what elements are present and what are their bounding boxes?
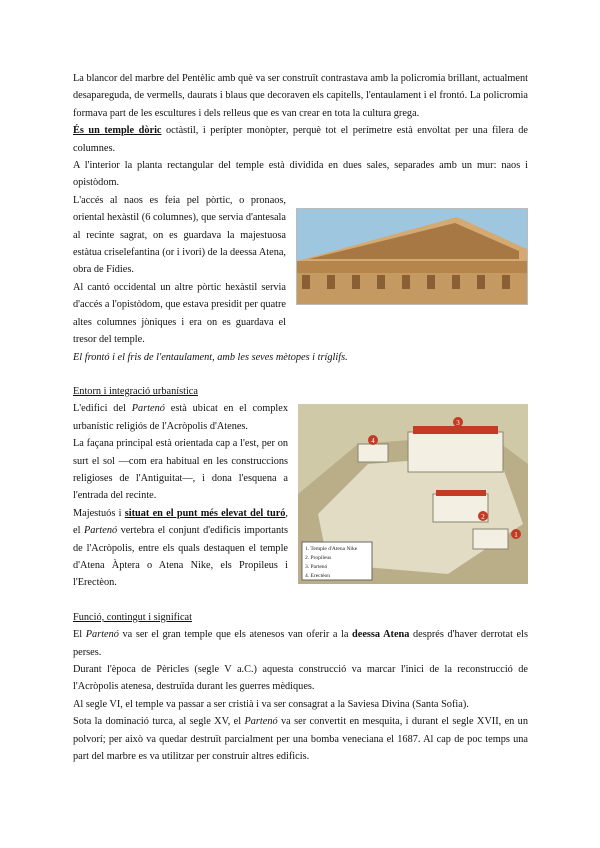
paragraph-doric: És un temple dòric octàstil, i perípter monòpter, perquè tot el perímetre està envoltat per una filera de columnes. [73, 125, 528, 154]
section-naos-with-image [73, 192, 528, 349]
photo-caption: El frontó i el fris de l'entaulament, amb les seves mètopes i tríglifs. [73, 351, 348, 363]
paragraph-interior: A l'interior la planta rectangular del temple està dividida en dues sales, separades amb un mur: naos i opistòdom. [73, 160, 528, 189]
paragraph-naos: L'accés al naos es feia pel pòrtic, o pronaos, oriental hexàstil (6 columnes), que servia d'antesala al recinte sagrat, on es guardava la majestuosa estàtua criselefantina (or i ivori) de la deessa Atena, obra de Fídies. [73, 194, 286, 276]
paragraph-turkish: Sota la dominació turca, al segle XV, el Partenó va ser convertit en mesquita, i durant el segle XVII, en un polvorí; per això va quedar destruït parcialment per una bomba veneciana el 1687. Al cap de poc temps una part del marbre es va utilitzar per construir altres edificis. [73, 716, 528, 763]
marker-3: 3 [456, 419, 460, 428]
paragraph-orientation: La façana principal està orientada cap a l'est, per on surt el sol —com era habitual en les construccions religioses de l'Antiguitat—, i dona l'esquena a l'entrada del recinte. [73, 438, 288, 502]
marker-2: 2 [481, 513, 485, 522]
pediment-photo [296, 208, 528, 305]
section-surroundings-with-image [73, 400, 528, 591]
legend-item-1: 1. Temple d'Atena Nike [305, 546, 358, 553]
legend-item-2: 2. Propileus [305, 555, 332, 562]
section-heading-surroundings: Entorn i integració urbanística [73, 385, 198, 397]
paragraph-polychromy: La blancor del marbre del Pentèlic amb què va ser construït contrastava amb la policromia brillant, actualment desapareguda, de vermells, daurats i blaus que decoraven els capitells, l'entaulament i el frontó. La policromia formava part de les escultures i dels relleus que es van crear en tota la cultura grega. [73, 73, 528, 119]
paragraph-pericles: Durant l'època de Pèricles (segle V a.C.) aquesta construcció va marcar l'inici de la reconstrucció de l'Acròpolis atenesa, destruïda durant les guerres mèdiques. [73, 664, 528, 693]
marker-4: 1 [514, 531, 518, 540]
document-body [73, 70, 528, 765]
acropolis-illustration [298, 404, 528, 584]
legend-item-4: 4. Erectèon [305, 573, 331, 580]
paragraph-opisthodomos: Al cantó occidental un altre pòrtic hexàstil servia d'accés a l'opistòdom, que estava presidit per quatre altes columnes jòniques i era on es guardava el tresor del temple. [73, 281, 287, 346]
paragraph-offering: El Partenó va ser el gran temple que els atenesos van oferir a la deessa Atena després d'haver derrotat els perses. [73, 629, 528, 658]
paragraph-christian: Al segle VI, el temple va passar a ser cristià i va ser consagrat a la Saviesa Divina (Santa Sofia). [73, 698, 469, 710]
legend-item-3: 3. Partenó [305, 564, 328, 571]
paragraph-majestic: Majestuós i situat en el punt més elevat del turó, el Partenó vertebra el conjunt d'edificis importants de l'Acròpolis, entre els quals destaquen el temple d'Atena Àptera o Atena Nike, els Propileus i l'Erectèon. [73, 507, 288, 589]
section-heading-function: Funció, contingut i significat [73, 611, 192, 623]
marker-1: 4 [371, 437, 375, 446]
doric-highlight: És un temple dòric [73, 125, 162, 137]
paragraph-location: L'edifici del Partenó està ubicat en el complex urbanístic religiós de l'Acròpolis d'Atenes. [73, 403, 288, 432]
